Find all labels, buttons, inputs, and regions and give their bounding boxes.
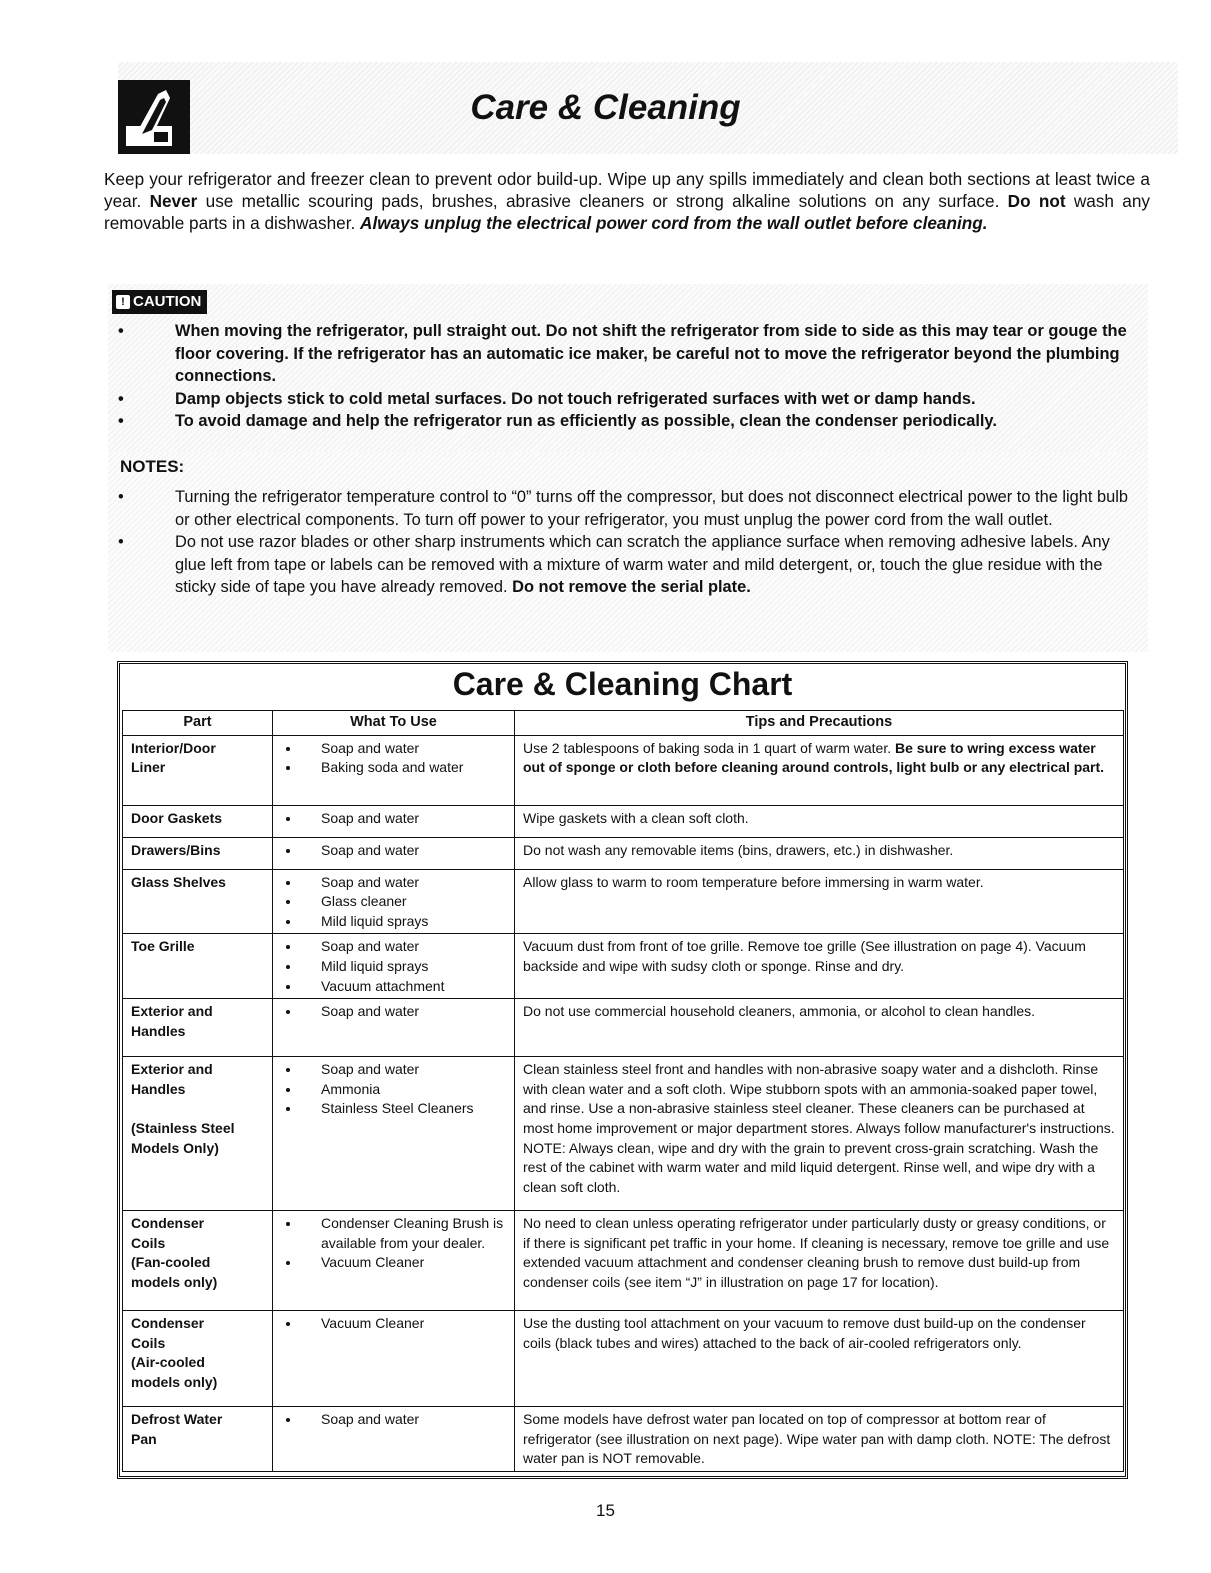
- part-cell: [123, 869, 273, 934]
- part-line: Toe Grille: [131, 938, 195, 955]
- table-header-row: [123, 711, 1124, 736]
- col-header-tips: Tips and Precautions: [515, 711, 1124, 736]
- part-line: Pan: [131, 1430, 157, 1447]
- table-row: [123, 1057, 1124, 1211]
- use-item: • Vacuum attachment: [301, 977, 506, 997]
- tips-cell: Vacuum dust from front of toe grille. Remove toe grille (See illustration on page 4). Vacuum backside and wipe with sudsy cloth or sponge. Rinse and dry.: [515, 934, 1124, 999]
- tips-cell: Some models have defrost water pan located on top of compressor at bottom rear of refrigerator (see illustration on next page). Wipe water pan with damp cloth. NOTE: The defrost water pan is NOT removable.: [515, 1407, 1124, 1472]
- tips-cell: Use the dusting tool attachment on your vacuum to remove dust build-up on the condenser coils (black tubes and wires) attached to the back of air-cooled refrigerators only.: [515, 1311, 1124, 1407]
- part-cell: [123, 1407, 273, 1472]
- part-line: (Fan-cooled: [131, 1254, 211, 1271]
- part-cell: [123, 1211, 273, 1311]
- part-cell: [123, 1311, 273, 1407]
- part-cell: [123, 805, 273, 837]
- use-item: • Soap and water: [301, 873, 506, 893]
- note-item: • Turning the refrigerator temperature control to “0” turns off the compressor, but does not disconnect electrical power to the light bulb or other electrical components. To turn off power to your refrigerator, you must unplug the power cord from the wall outlet.: [113, 486, 1133, 531]
- col-header-part: Part: [123, 711, 273, 736]
- part-line: [131, 1099, 264, 1119]
- use-cell: [273, 1211, 515, 1311]
- use-item: • Ammonia: [301, 1080, 506, 1100]
- page-number: 15: [596, 1501, 615, 1520]
- use-item: • Soap and water: [301, 1002, 506, 1022]
- table-row: [123, 805, 1124, 837]
- part-cell: [123, 999, 273, 1057]
- part-line: Door Gaskets: [131, 809, 223, 826]
- part-line: Coils: [131, 1234, 166, 1251]
- part-cell: [123, 837, 273, 869]
- part-line: Exterior and: [131, 1061, 213, 1078]
- care-cleaning-table: [122, 710, 1124, 1472]
- part-line: Handles: [131, 1022, 186, 1039]
- intro-paragraph: Keep your refrigerator and freezer clean to prevent odor build-up. Wipe up any spills immediately and clean both sections at least twice a year. Never use metallic scouring pads, brushes, abrasive cleaners or strong alkaline solutions on any surface. Do not wash any removable parts in a dishwasher. Always unplug the electrical power cord from the wall outlet before cleaning.: [104, 169, 1150, 233]
- part-cell: [123, 934, 273, 999]
- table-row: [123, 1211, 1124, 1311]
- use-item: • Baking soda and water: [301, 758, 506, 778]
- chart-title: Care & Cleaning Chart: [452, 666, 793, 702]
- part-line: Liner: [131, 759, 166, 776]
- use-item: • Vacuum Cleaner: [301, 1314, 506, 1334]
- use-cell: [273, 934, 515, 999]
- part-line: (Air-cooled: [131, 1354, 205, 1371]
- tips-cell: Allow glass to warm to room temperature before immersing in warm water.: [515, 869, 1124, 934]
- use-item: • Condenser Cleaning Brush is available from your dealer.: [301, 1214, 506, 1253]
- table-row: [123, 999, 1124, 1057]
- tips-cell: Do not wash any removable items (bins, drawers, etc.) in dishwasher.: [515, 837, 1124, 869]
- use-item: • Soap and water: [301, 841, 506, 861]
- table-row: [123, 1407, 1124, 1472]
- part-line: (Stainless Steel: [131, 1119, 235, 1136]
- use-cell: [273, 837, 515, 869]
- part-line: Models Only): [131, 1139, 219, 1156]
- caution-item: • Damp objects stick to cold metal surfaces. Do not touch refrigerated surfaces with wet or damp hands.: [113, 388, 1133, 411]
- use-item: • Mild liquid sprays: [301, 957, 506, 977]
- part-line: Defrost Water: [131, 1411, 223, 1428]
- use-cell: [273, 869, 515, 934]
- part-line: Handles: [131, 1080, 186, 1097]
- table-row: [123, 869, 1124, 934]
- tips-cell: No need to clean unless operating refrigerator under particularly dusty or greasy conditions, or if there is significant pet traffic in your home. If cleaning is necessary, remove toe grille and use extended vacuum attachment and condenser cleaning brush to remove dust build-up from condenser coils (see item “J” in illustration on page 17 for location).: [515, 1211, 1124, 1311]
- use-cell: [273, 1057, 515, 1211]
- table-row: [123, 1311, 1124, 1407]
- use-item: • Stainless Steel Cleaners: [301, 1099, 506, 1119]
- col-header-use: What To Use: [273, 711, 515, 736]
- part-line: Interior/Door: [131, 739, 216, 756]
- part-line: Condenser: [131, 1215, 205, 1232]
- caution-list: [113, 320, 1133, 433]
- tips-cell: Clean stainless steel front and handles with non-abrasive soapy water and a dishcloth. Rinse with clean water and a soft cloth. Wipe stubborn spots with an ammonia-soaked paper towel, and rinse. Use a non-abrasive stainless steel cleaner. These cleaners can be purchased at most home improvement or major department stores. Always follow manufacturer's instructions. NOTE: Always clean, wipe and dry with the grain to prevent cross-grain scratching. Wash the rest of the cabinet with warm water and mild liquid detergent. Rinse well, and wipe dry with a clean soft cloth.: [515, 1057, 1124, 1211]
- part-line: Coils: [131, 1334, 166, 1351]
- part-cell: [123, 735, 273, 805]
- part-line: Glass Shelves: [131, 873, 226, 890]
- use-item: • Soap and water: [301, 1410, 506, 1430]
- tips-cell: Wipe gaskets with a clean soft cloth.: [515, 805, 1124, 837]
- notes-title: NOTES:: [120, 457, 185, 476]
- use-cell: [273, 1407, 515, 1472]
- unplug-warning: Always unplug the electrical power cord from the wall outlet before cleaning.: [360, 213, 988, 233]
- caution-item: • To avoid damage and help the refrigerator run as efficiently as possible, clean the condenser periodically.: [113, 410, 1133, 433]
- part-line: Drawers/Bins: [131, 841, 221, 858]
- tips-cell: Do not use commercial household cleaners, ammonia, or alcohol to clean handles.: [515, 999, 1124, 1057]
- use-item: • Soap and water: [301, 739, 506, 759]
- use-item: • Soap and water: [301, 937, 506, 957]
- use-item: • Mild liquid sprays: [301, 912, 506, 932]
- warning-triangle-icon: !: [116, 295, 130, 309]
- table-body: [123, 735, 1124, 1471]
- tips-cell: Use 2 tablespoons of baking soda in 1 quart of warm water. Be sure to wring excess water out of sponge or cloth before cleaning around controls, light bulb or any electrical part.: [515, 735, 1124, 805]
- use-cell: [273, 999, 515, 1057]
- caution-badge: ! CAUTION: [112, 290, 207, 314]
- part-cell: [123, 1057, 273, 1211]
- part-line: Exterior and: [131, 1003, 213, 1020]
- notes-list: [113, 486, 1133, 599]
- use-cell: [273, 735, 515, 805]
- part-line: Condenser: [131, 1315, 205, 1332]
- use-item: • Vacuum Cleaner: [301, 1253, 506, 1273]
- page-title: Care & Cleaning: [470, 88, 741, 127]
- use-cell: [273, 1311, 515, 1407]
- use-cell: [273, 805, 515, 837]
- part-line: models only): [131, 1273, 218, 1290]
- part-line: models only): [131, 1373, 218, 1390]
- table-row: [123, 934, 1124, 999]
- use-item: • Glass cleaner: [301, 892, 506, 912]
- caution-item: • When moving the refrigerator, pull straight out. Do not shift the refrigerator from side to side as this may tear or gouge the floor covering. If the refrigerator has an automatic ice maker, be careful not to move the refrigerator beyond the plumbing connections.: [113, 320, 1133, 388]
- use-item: • Soap and water: [301, 1060, 506, 1080]
- table-row: [123, 735, 1124, 805]
- use-item: • Soap and water: [301, 809, 506, 829]
- table-row: [123, 837, 1124, 869]
- note-item: • Do not use razor blades or other sharp instruments which can scratch the appliance surface when removing adhesive labels. Any glue left from tape or labels can be removed with a mixture of warm water and mild detergent, or, touch the glue residue with the sticky side of tape you have already removed. Do not remove the serial plate.: [113, 531, 1133, 599]
